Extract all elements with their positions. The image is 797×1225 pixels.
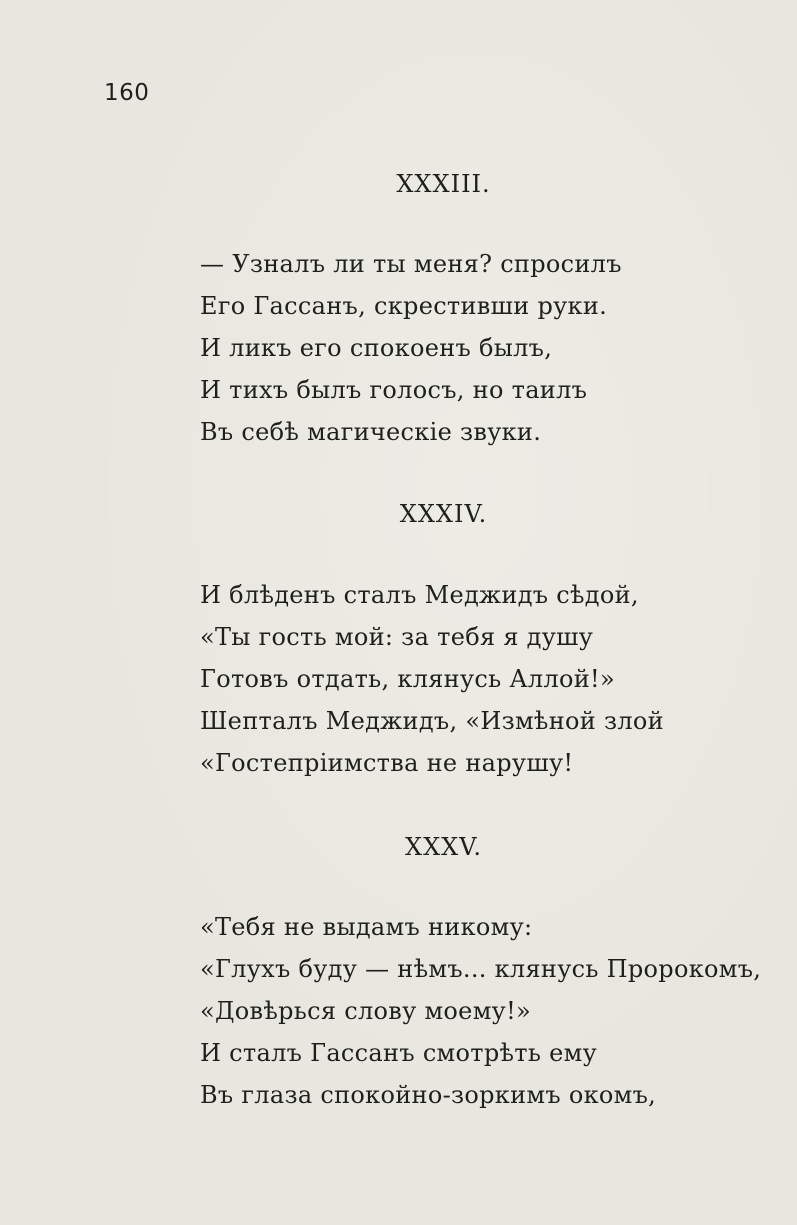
stanza-heading-xxxiii: XXXIII. [396,170,491,198]
verse-line: Его Гассанъ, скрестивши руки. [200,292,608,320]
verse-line: — Узналъ ли ты меня? спросилъ [200,250,622,278]
stanza-xxxiv [200,574,664,784]
verse-line: И блѣденъ сталъ Меджидъ сѣдой, [200,581,639,609]
verse-line: «Тебя не выдамъ никому: [200,913,533,941]
verse-line: И тихъ былъ голосъ, но таилъ [200,376,588,404]
verse-line: И ликъ его спокоенъ былъ, [200,334,553,362]
verse-line: Въ глаза спокойно-зоркимъ окомъ, [200,1081,657,1109]
stanza-xxxiii [200,243,622,453]
verse-line: Готовъ отдать, клянусь Аллой!» [200,665,615,693]
verse-line: «Довѣрься слову моему!» [200,997,532,1025]
stanza-heading-xxxv: XXXV. [404,833,483,861]
verse-line: Въ себѣ магическіе звуки. [200,418,542,446]
verse-line: «Ты гость мой: за тебя я душу [200,623,594,651]
verse-line: «Гостепріимства не нарушу! [200,749,574,777]
verse-line: Шепталъ Меджидъ, «Измѣной злой [200,707,664,735]
stanza-xxxv [200,906,761,1116]
verse-line: И сталъ Гассанъ смотрѣть ему [200,1039,598,1067]
stanza-heading-xxxiv: XXXIV. [399,500,488,528]
page-number: 160 [104,80,150,106]
verse-line: «Глухъ буду — нѣмъ... клянусь Пророкомъ, [200,955,762,983]
